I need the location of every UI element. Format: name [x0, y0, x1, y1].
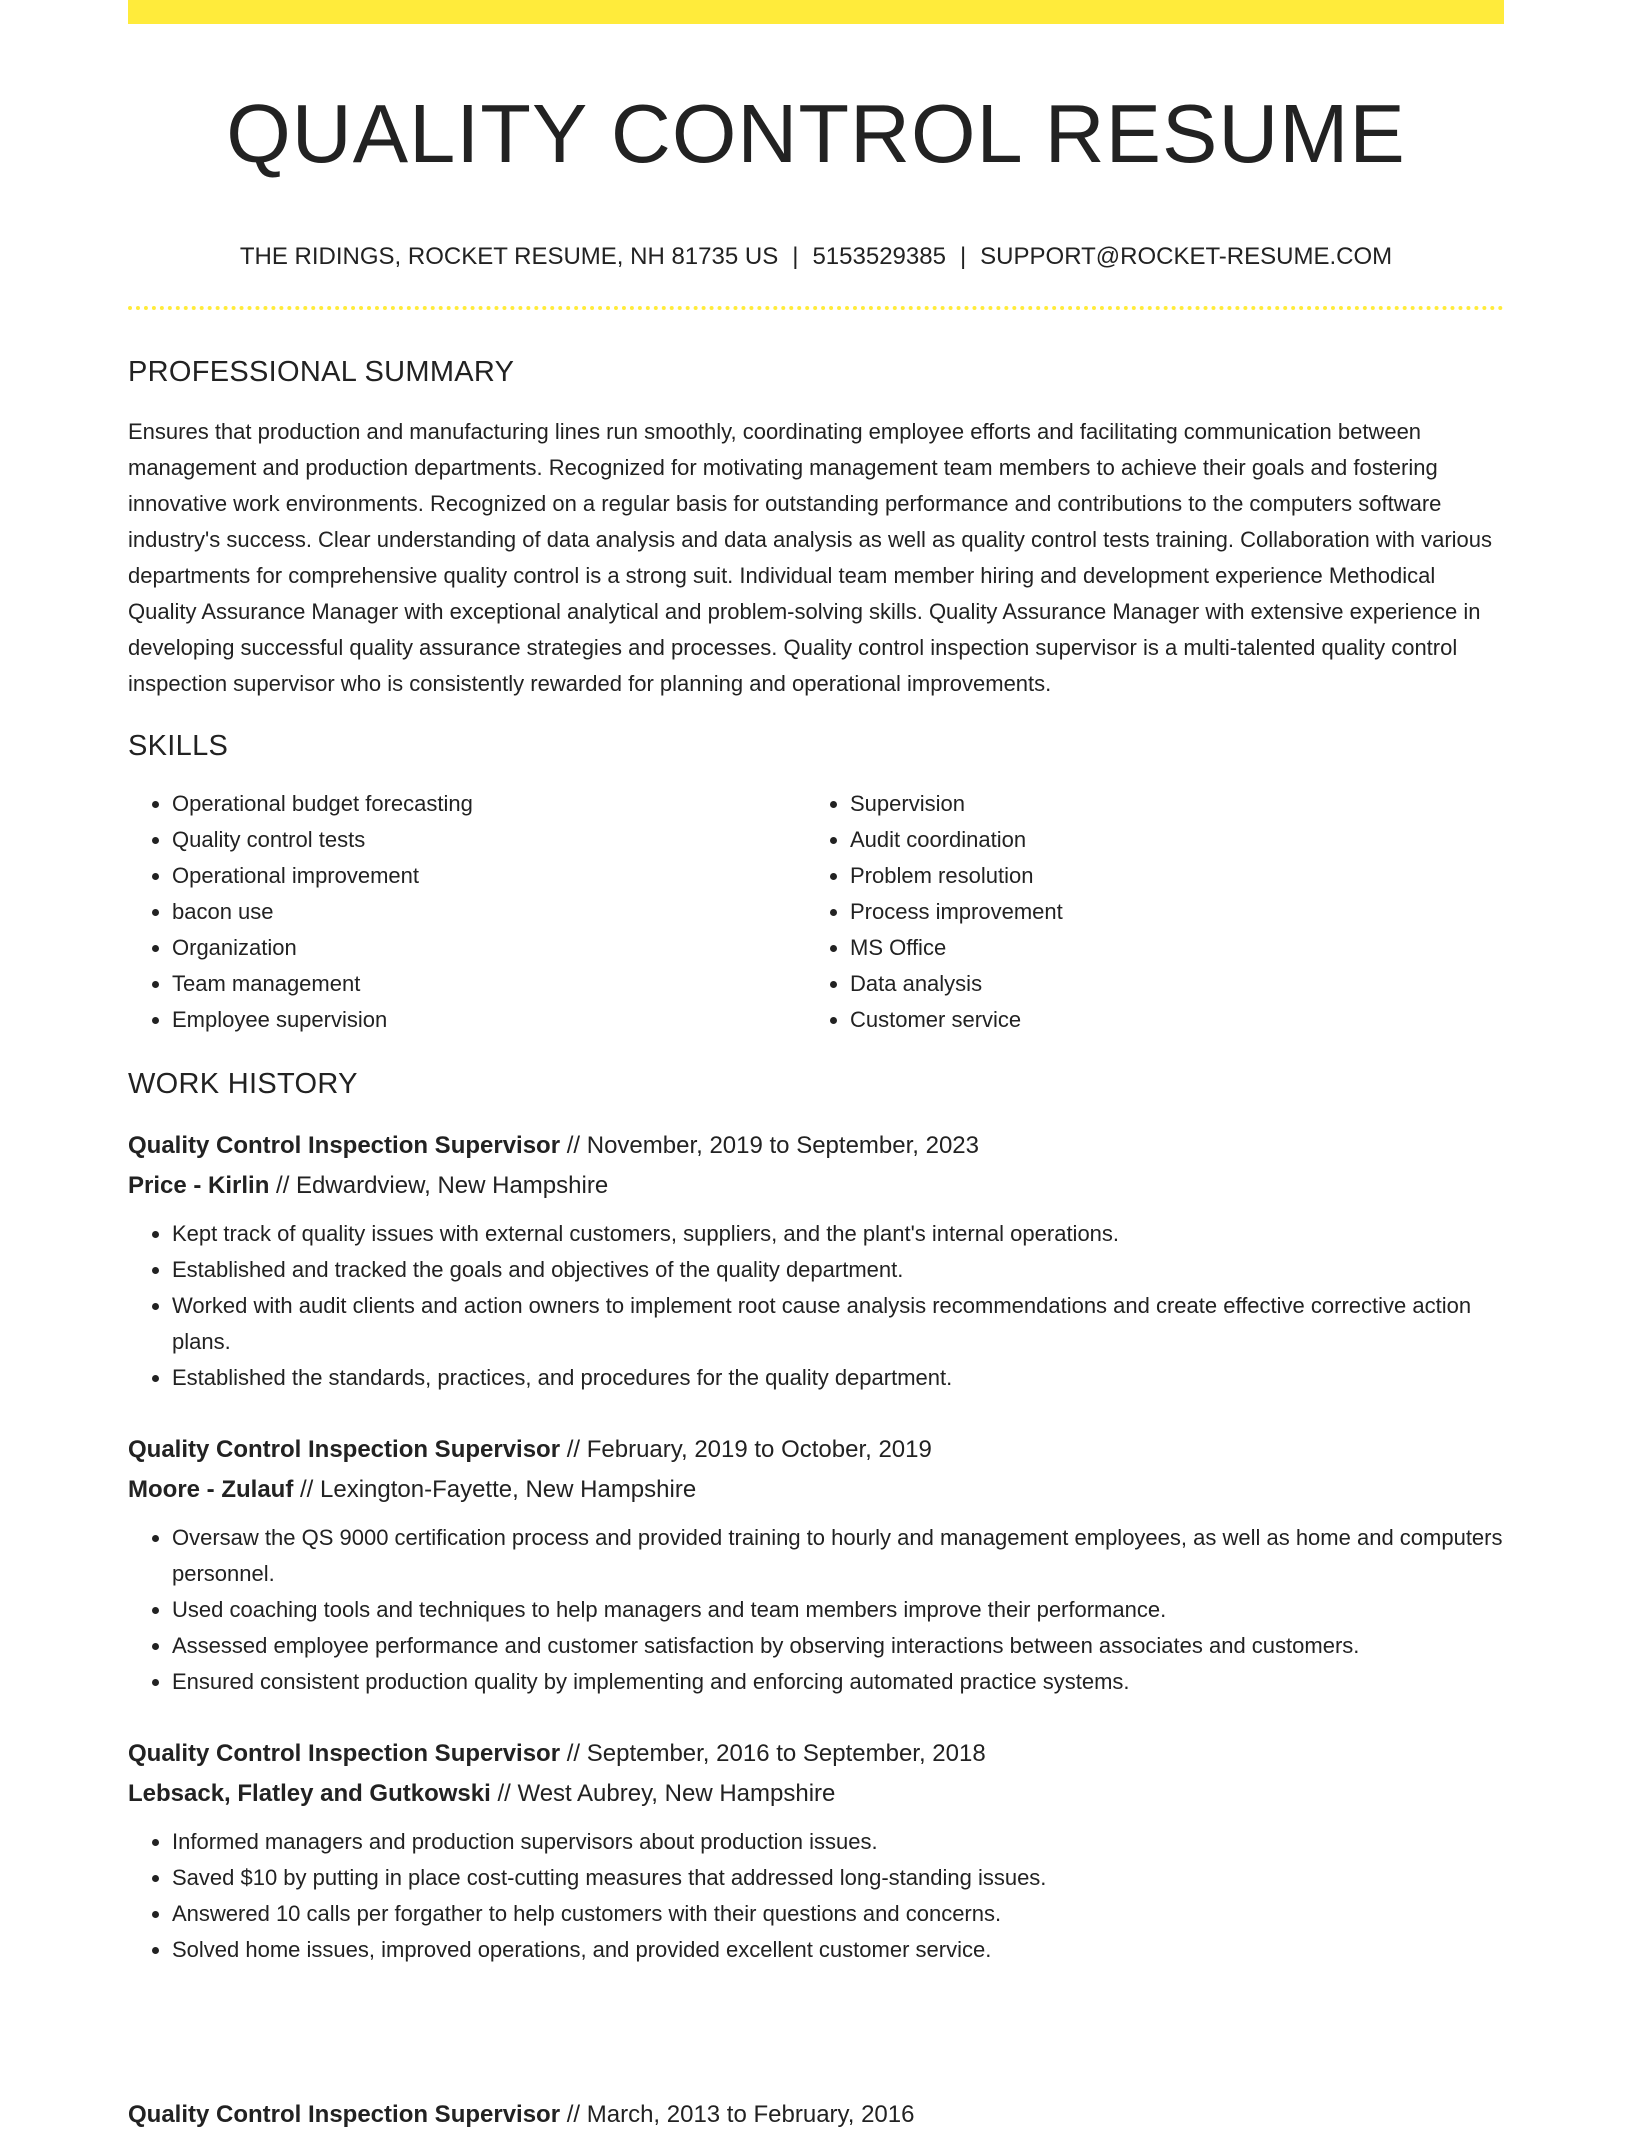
job-bullet: • Oversaw the QS 9000 certification process and provided training to hourly and management employees, as well as home and computers personnel.	[172, 1520, 1504, 1592]
skill-item: • Data analysis	[850, 966, 1484, 1002]
job-bullet: • Solved home issues, improved operations, and provided excellent customer service.	[172, 1932, 1504, 1968]
resume-page	[128, 0, 1504, 1968]
job-bullet: • Established and tracked the goals and objectives of the quality department.	[172, 1252, 1504, 1288]
job-title: Quality Control Inspection Supervisor	[128, 1132, 561, 1159]
job-bullet: • Saved $10 by putting in place cost-cutting measures that addressed long-standing issues.	[172, 1860, 1504, 1896]
skill-item: • Organization	[172, 930, 806, 966]
work-history-section	[128, 1066, 1504, 1968]
job-title-line	[128, 1430, 1504, 1470]
job-bullets	[128, 1520, 1504, 1700]
job-bullets	[128, 1824, 1504, 1968]
section-heading-work: WORK HISTORY	[128, 1068, 358, 1100]
contact-line	[128, 242, 1504, 272]
job-bullet: • Assessed employee performance and customer satisfaction by observing interactions between associates and customers.	[172, 1628, 1504, 1664]
skill-item: • Operational budget forecasting	[172, 786, 806, 822]
skill-item: • Supervision	[850, 786, 1484, 822]
contact-address: THE RIDINGS, ROCKET RESUME, NH 81735 US	[239, 243, 779, 270]
job-dates: // September, 2016 to September, 2018	[560, 1740, 986, 1767]
job-bullets	[128, 1216, 1504, 1396]
job-bullet: • Answered 10 calls per forgather to help customers with their questions and concerns.	[172, 1896, 1504, 1932]
skill-item: • Problem resolution	[850, 858, 1484, 894]
job-bullet: • Used coaching tools and techniques to help managers and team members improve their performance.	[172, 1592, 1504, 1628]
job-location: // West Aubrey, New Hampshire	[490, 1780, 836, 1807]
job-company-line	[128, 1166, 1504, 1206]
job-dates: // November, 2019 to September, 2023	[560, 1132, 979, 1159]
skill-item: • Customer service	[850, 1002, 1484, 1038]
job-entry	[128, 1126, 1504, 1396]
job-entry	[128, 1430, 1504, 1700]
job-location: // Lexington-Fayette, New Hampshire	[293, 1476, 697, 1503]
summary-paragraph: Ensures that production and manufacturing lines run smoothly, coordinating employee efforts and facilitating communication between management and production departments. Recognized for motivating management team members to achieve their goals and fostering innovative work environments. Recognized on a regular basis for outstanding performance and contributions to the computers software industry's success. Clear understanding of data analysis and data analysis as well as quality control tests training. Collaboration with various departments for comprehensive quality control is a strong suit. Individual team member hiring and development experience Methodical Quality Assurance Manager with exceptional analytical and problem-solving skills. Quality Assurance Manager with extensive experience in developing successful quality assurance strategies and processes. Quality control inspection supervisor is a multi-talented quality control inspection supervisor who is consistently rewarded for planning and operational improvements.	[128, 419, 1493, 696]
dotted-divider	[128, 306, 1504, 310]
skill-item: • Quality control tests	[172, 822, 806, 858]
skill-item: • Employee supervision	[172, 1002, 806, 1038]
skills-list-right	[806, 786, 1484, 1038]
skill-item: • bacon use	[172, 894, 806, 930]
section-heading-skills: SKILLS	[128, 730, 229, 762]
skill-item: • Operational improvement	[172, 858, 806, 894]
job-bullet: • Kept track of quality issues with external customers, suppliers, and the plant's internal operations.	[172, 1216, 1504, 1252]
job-bullet: • Established the standards, practices, and procedures for the quality department.	[172, 1360, 1504, 1396]
skills-section	[128, 728, 1504, 1038]
job-bullet: • Worked with audit clients and action owners to implement root cause analysis recommendations and create effective corrective action plans.	[172, 1288, 1504, 1360]
job-company-line	[128, 1774, 1504, 1814]
contact-email: SUPPORT@ROCKET-RESUME.COM	[980, 243, 1393, 270]
skill-item: • Team management	[172, 966, 806, 1002]
skill-item: • Process improvement	[850, 894, 1484, 930]
contact-separator: |	[792, 243, 799, 270]
job-title: Quality Control Inspection Supervisor	[128, 1436, 561, 1463]
skill-item: • MS Office	[850, 930, 1484, 966]
job-location: // Edwardview, New Hampshire	[269, 1172, 609, 1199]
skills-list-left	[128, 786, 806, 1038]
contact-phone: 5153529385	[812, 243, 946, 270]
skills-columns	[128, 786, 1504, 1038]
job-title: Quality Control Inspection Supervisor	[128, 2101, 561, 2128]
contact-separator: |	[959, 243, 967, 270]
job-dates: // February, 2019 to October, 2019	[560, 1436, 932, 1463]
job-company: Moore - Zulauf	[128, 1476, 294, 1503]
resume-title: QUALITY CONTROL RESUME	[226, 87, 1406, 180]
job-company-line	[128, 1470, 1504, 1510]
job-title: Quality Control Inspection Supervisor	[128, 1740, 561, 1767]
job-bullet: • Informed managers and production supervisors about production issues.	[172, 1824, 1504, 1860]
job-entry	[128, 1734, 1504, 1968]
job-company: Price - Kirlin	[128, 1172, 270, 1199]
section-heading-summary: PROFESSIONAL SUMMARY	[128, 356, 515, 388]
job-title-line-cutoff	[128, 2095, 914, 2135]
accent-top-bar	[128, 0, 1504, 24]
skill-item: • Audit coordination	[850, 822, 1484, 858]
job-dates: // March, 2013 to February, 2016	[560, 2101, 915, 2128]
job-title-line	[128, 1126, 1504, 1166]
job-company: Lebsack, Flatley and Gutkowski	[128, 1780, 491, 1807]
job-bullet: • Ensured consistent production quality by implementing and enforcing automated practice systems.	[172, 1664, 1504, 1700]
professional-summary-section	[128, 354, 1504, 702]
job-title-line	[128, 1734, 1504, 1774]
